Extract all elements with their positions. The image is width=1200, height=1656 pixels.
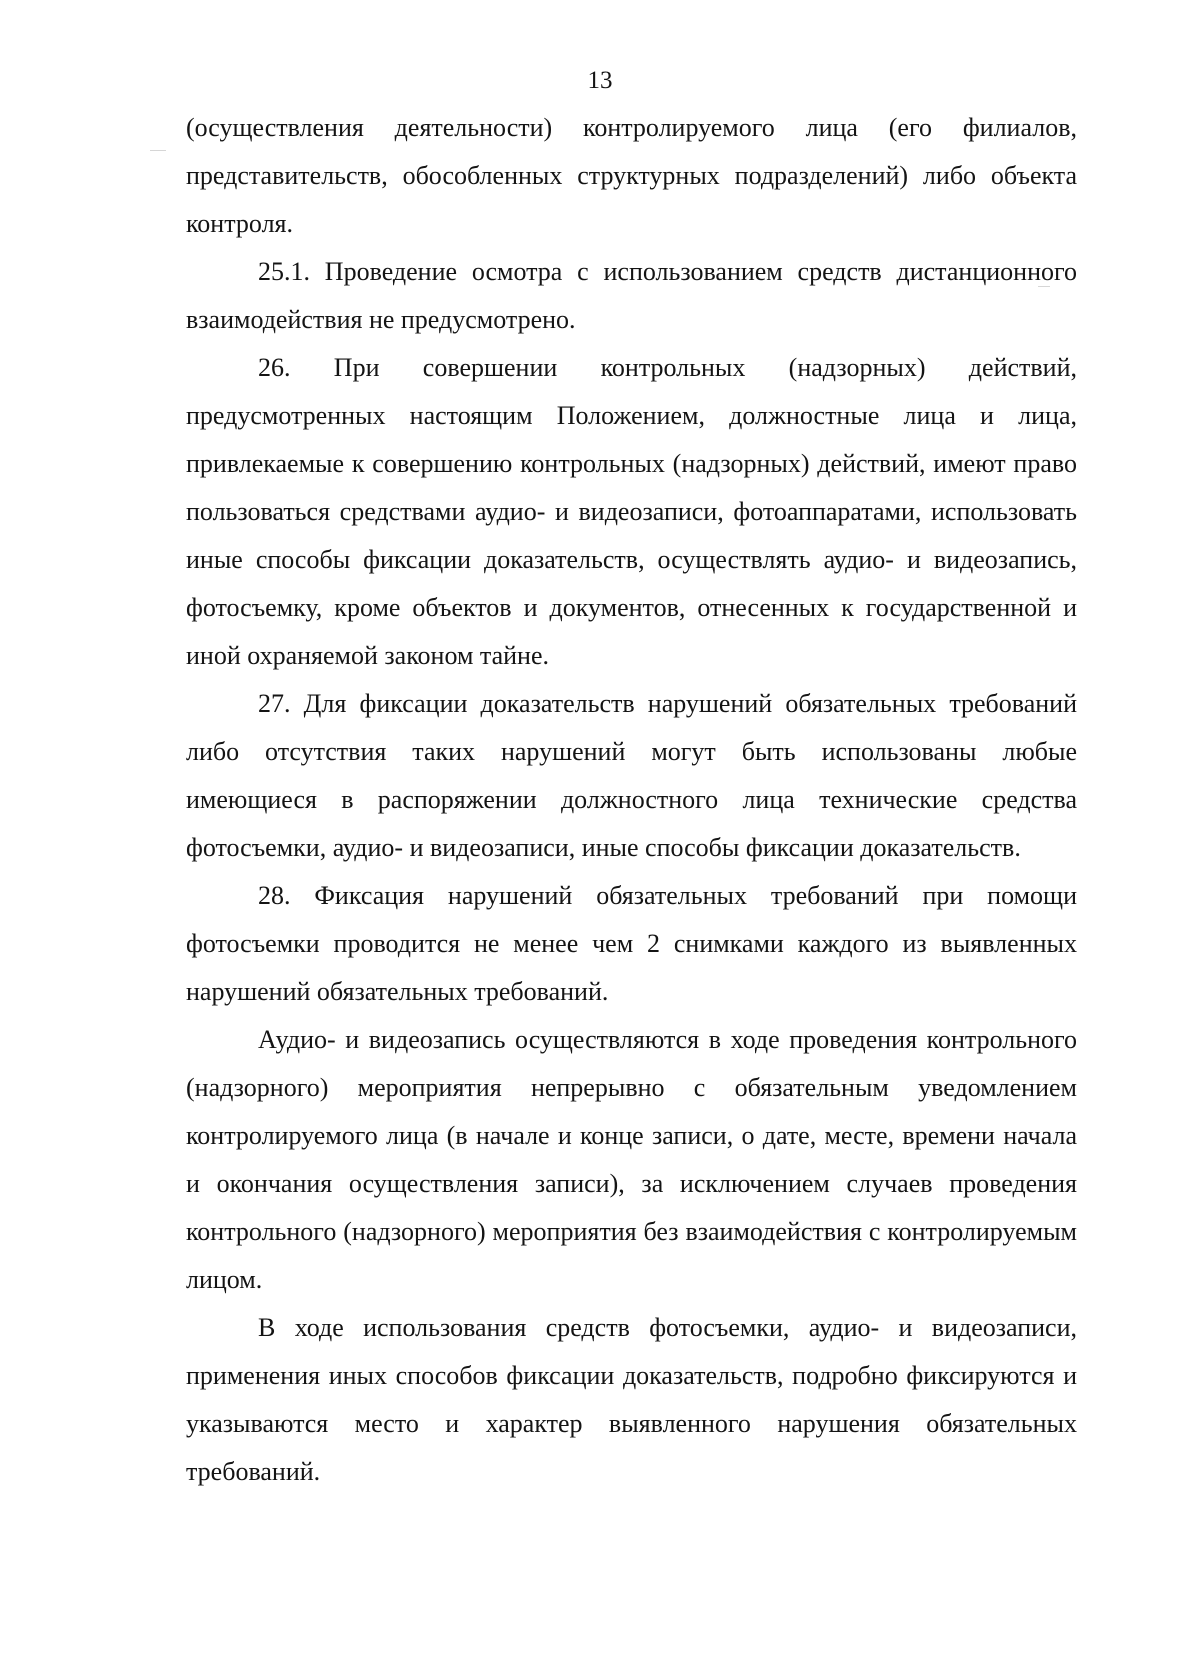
page-number: 13 [587, 67, 613, 94]
paragraph-recording-usage: В ходе использования средств фотосъемки, аудио- и видеозаписи, применения иных способов фиксации доказательств, подробно фиксируются и указываются место и характер выявленного нарушения обязательных требований. [186, 1313, 1077, 1486]
paragraph-28: 28. Фиксация нарушений обязательных требований при помощи фотосъемки проводится не менее чем 2 снимками каждого из выявленных нарушений обязательных требований. [186, 881, 1077, 1006]
document-body [186, 104, 1077, 1496]
paragraph-26: 26. При совершении контрольных (надзорных) действий, предусмотренных настоящим Положением, должностные лица и лица, привлекаемые к совершению контрольных (надзорных) действий, имеют право пользоваться средствами аудио- и видеозаписи, фотоаппаратами, использовать иные способы фиксации доказательств, осуществлять аудио- и видеозапись, фотосъемку, кроме объектов и документов, отнесенных к государственной и иной охраняемой законом тайне. [186, 353, 1077, 670]
paragraph-audio-video-recording: Аудио- и видеозапись осуществляются в ходе проведения контрольного (надзорного) мероприятия непрерывно с обязательным уведомлением контролируемого лица (в начале и конце записи, о дате, месте, времени начала и окончания осуществления записи), за исключением случаев проведения контрольного (надзорного) мероприятия без взаимодействия с контролируемым лицом. [186, 1025, 1077, 1294]
paragraph-continuation: (осуществления деятельности) контролируемого лица (его филиалов, представительств, обособленных структурных подразделений) либо объекта контроля. [186, 113, 1077, 238]
scan-mark-left [150, 150, 166, 151]
paragraph-27: 27. Для фиксации доказательств нарушений обязательных требований либо отсутствия таких нарушений могут быть использованы любые имеющиеся в распоряжении должностного лица технические средства фотосъемки, аудио- и видеозаписи, иные способы фиксации доказательств. [186, 689, 1077, 862]
paragraph-25-1: 25.1. Проведение осмотра с использованием средств дистанционного взаимодействия не предусмотрено. [186, 257, 1077, 334]
